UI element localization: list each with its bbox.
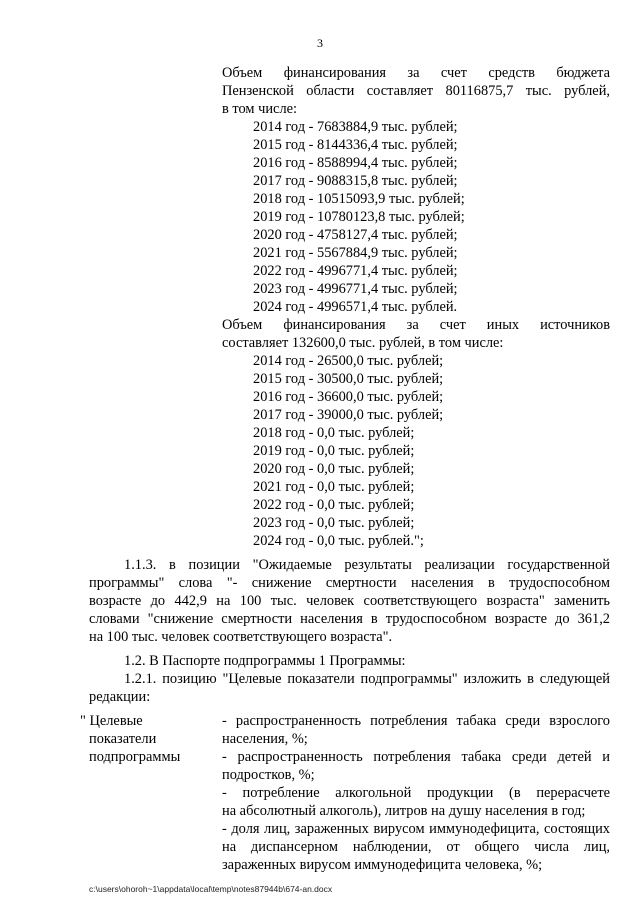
- other-year-line: 2024 год - 0,0 тыс. рублей.";: [253, 533, 424, 549]
- budget-year-line: 2015 год - 8144336,4 тыс. рублей;: [253, 137, 458, 153]
- budget-line-2: Пензенской области составляет 80116875,7 тыс. рублей,: [222, 83, 610, 99]
- table-value-line: - распространенность потребления табака среди взрослого: [222, 713, 610, 729]
- budget-year-line: 2016 год - 8588994,4 тыс. рублей;: [253, 155, 458, 171]
- budget-line-3: в том числе:: [222, 101, 298, 117]
- table-value-line: - распространенность потребления табака среди детей и: [222, 749, 610, 765]
- table-label-line: подпрограммы: [89, 749, 181, 765]
- item-113-line: возрасте до 442,9 на 100 тыс. человек соответствующего возраста" заменить: [89, 593, 610, 609]
- item-121-line: 1.2.1. позицию "Целевые показатели подпрограммы" изложить в следующей: [124, 671, 610, 687]
- table-label-line: показатели: [89, 731, 157, 747]
- other-year-line: 2019 год - 0,0 тыс. рублей;: [253, 443, 415, 459]
- other-year-line: 2023 год - 0,0 тыс. рублей;: [253, 515, 415, 531]
- other-year-line: 2017 год - 39000,0 тыс. рублей;: [253, 407, 444, 423]
- item-113-line: на 100 тыс. человек соответствующего возраста".: [89, 629, 393, 645]
- budget-year-line: 2019 год - 10780123,8 тыс. рублей;: [253, 209, 465, 225]
- item-113-line: словами "снижение смертности населения в трудоспособном возрасте до 361,2: [89, 611, 610, 627]
- file-path-footer: c:\users\ohoroh~1\appdata\local\temp\notes87944b\674-an.docx: [89, 884, 333, 894]
- table-value-line: - доля лиц, зараженных вирусом иммунодефицита, состоящих: [222, 821, 610, 837]
- other-year-line: 2014 год - 26500,0 тыс. рублей;: [253, 353, 444, 369]
- table-value-line: населения, %;: [222, 731, 308, 747]
- table-value-line: на диспансерном наблюдении, от общего числа лиц,: [222, 839, 610, 855]
- table-value-line: подростков, %;: [222, 767, 315, 783]
- other-year-line: 2018 год - 0,0 тыс. рублей;: [253, 425, 415, 441]
- budget-year-line: 2018 год - 10515093,9 тыс. рублей;: [253, 191, 465, 207]
- table-value-line: зараженных вирусом иммунодефицита человека, %;: [222, 857, 543, 873]
- item-113-line: 1.1.3. в позиции "Ожидаемые результаты реализации государственной: [124, 557, 610, 573]
- item-12-heading: 1.2. В Паспорте подпрограммы 1 Программы:: [124, 653, 406, 669]
- table-label-line: " Целевые: [80, 713, 143, 729]
- budget-year-line: 2022 год - 4996771,4 тыс. рублей;: [253, 263, 458, 279]
- budget-year-line: 2017 год - 9088315,8 тыс. рублей;: [253, 173, 458, 189]
- other-year-line: 2021 год - 0,0 тыс. рублей;: [253, 479, 415, 495]
- budget-year-line: 2023 год - 4996771,4 тыс. рублей;: [253, 281, 458, 297]
- budget-year-line: 2021 год - 5567884,9 тыс. рублей;: [253, 245, 458, 261]
- other-year-line: 2020 год - 0,0 тыс. рублей;: [253, 461, 415, 477]
- other-line-2: составляет 132600,0 тыс. рублей, в том числе:: [222, 335, 504, 351]
- other-year-line: 2022 год - 0,0 тыс. рублей;: [253, 497, 415, 513]
- table-value-line: - потребление алкогольной продукции (в перерасчете: [222, 785, 610, 801]
- other-year-line: 2015 год - 30500,0 тыс. рублей;: [253, 371, 444, 387]
- other-line-1: Объем финансирования за счет иных источников: [222, 317, 610, 333]
- budget-year-line: 2020 год - 4758127,4 тыс. рублей;: [253, 227, 458, 243]
- page-number: 3: [317, 36, 323, 50]
- item-121-line: редакции:: [89, 689, 151, 705]
- budget-year-line: 2024 год - 4996571,4 тыс. рублей.: [253, 299, 458, 315]
- budget-line-1: Объем финансирования за счет средств бюджета: [222, 65, 610, 81]
- item-113-line: программы" слова "- снижение смертности населения в трудоспособном: [89, 575, 610, 591]
- other-year-line: 2016 год - 36600,0 тыс. рублей;: [253, 389, 444, 405]
- budget-year-line: 2014 год - 7683884,9 тыс. рублей;: [253, 119, 458, 135]
- table-value-line: на абсолютный алкоголь), литров на душу населения в год;: [222, 803, 586, 819]
